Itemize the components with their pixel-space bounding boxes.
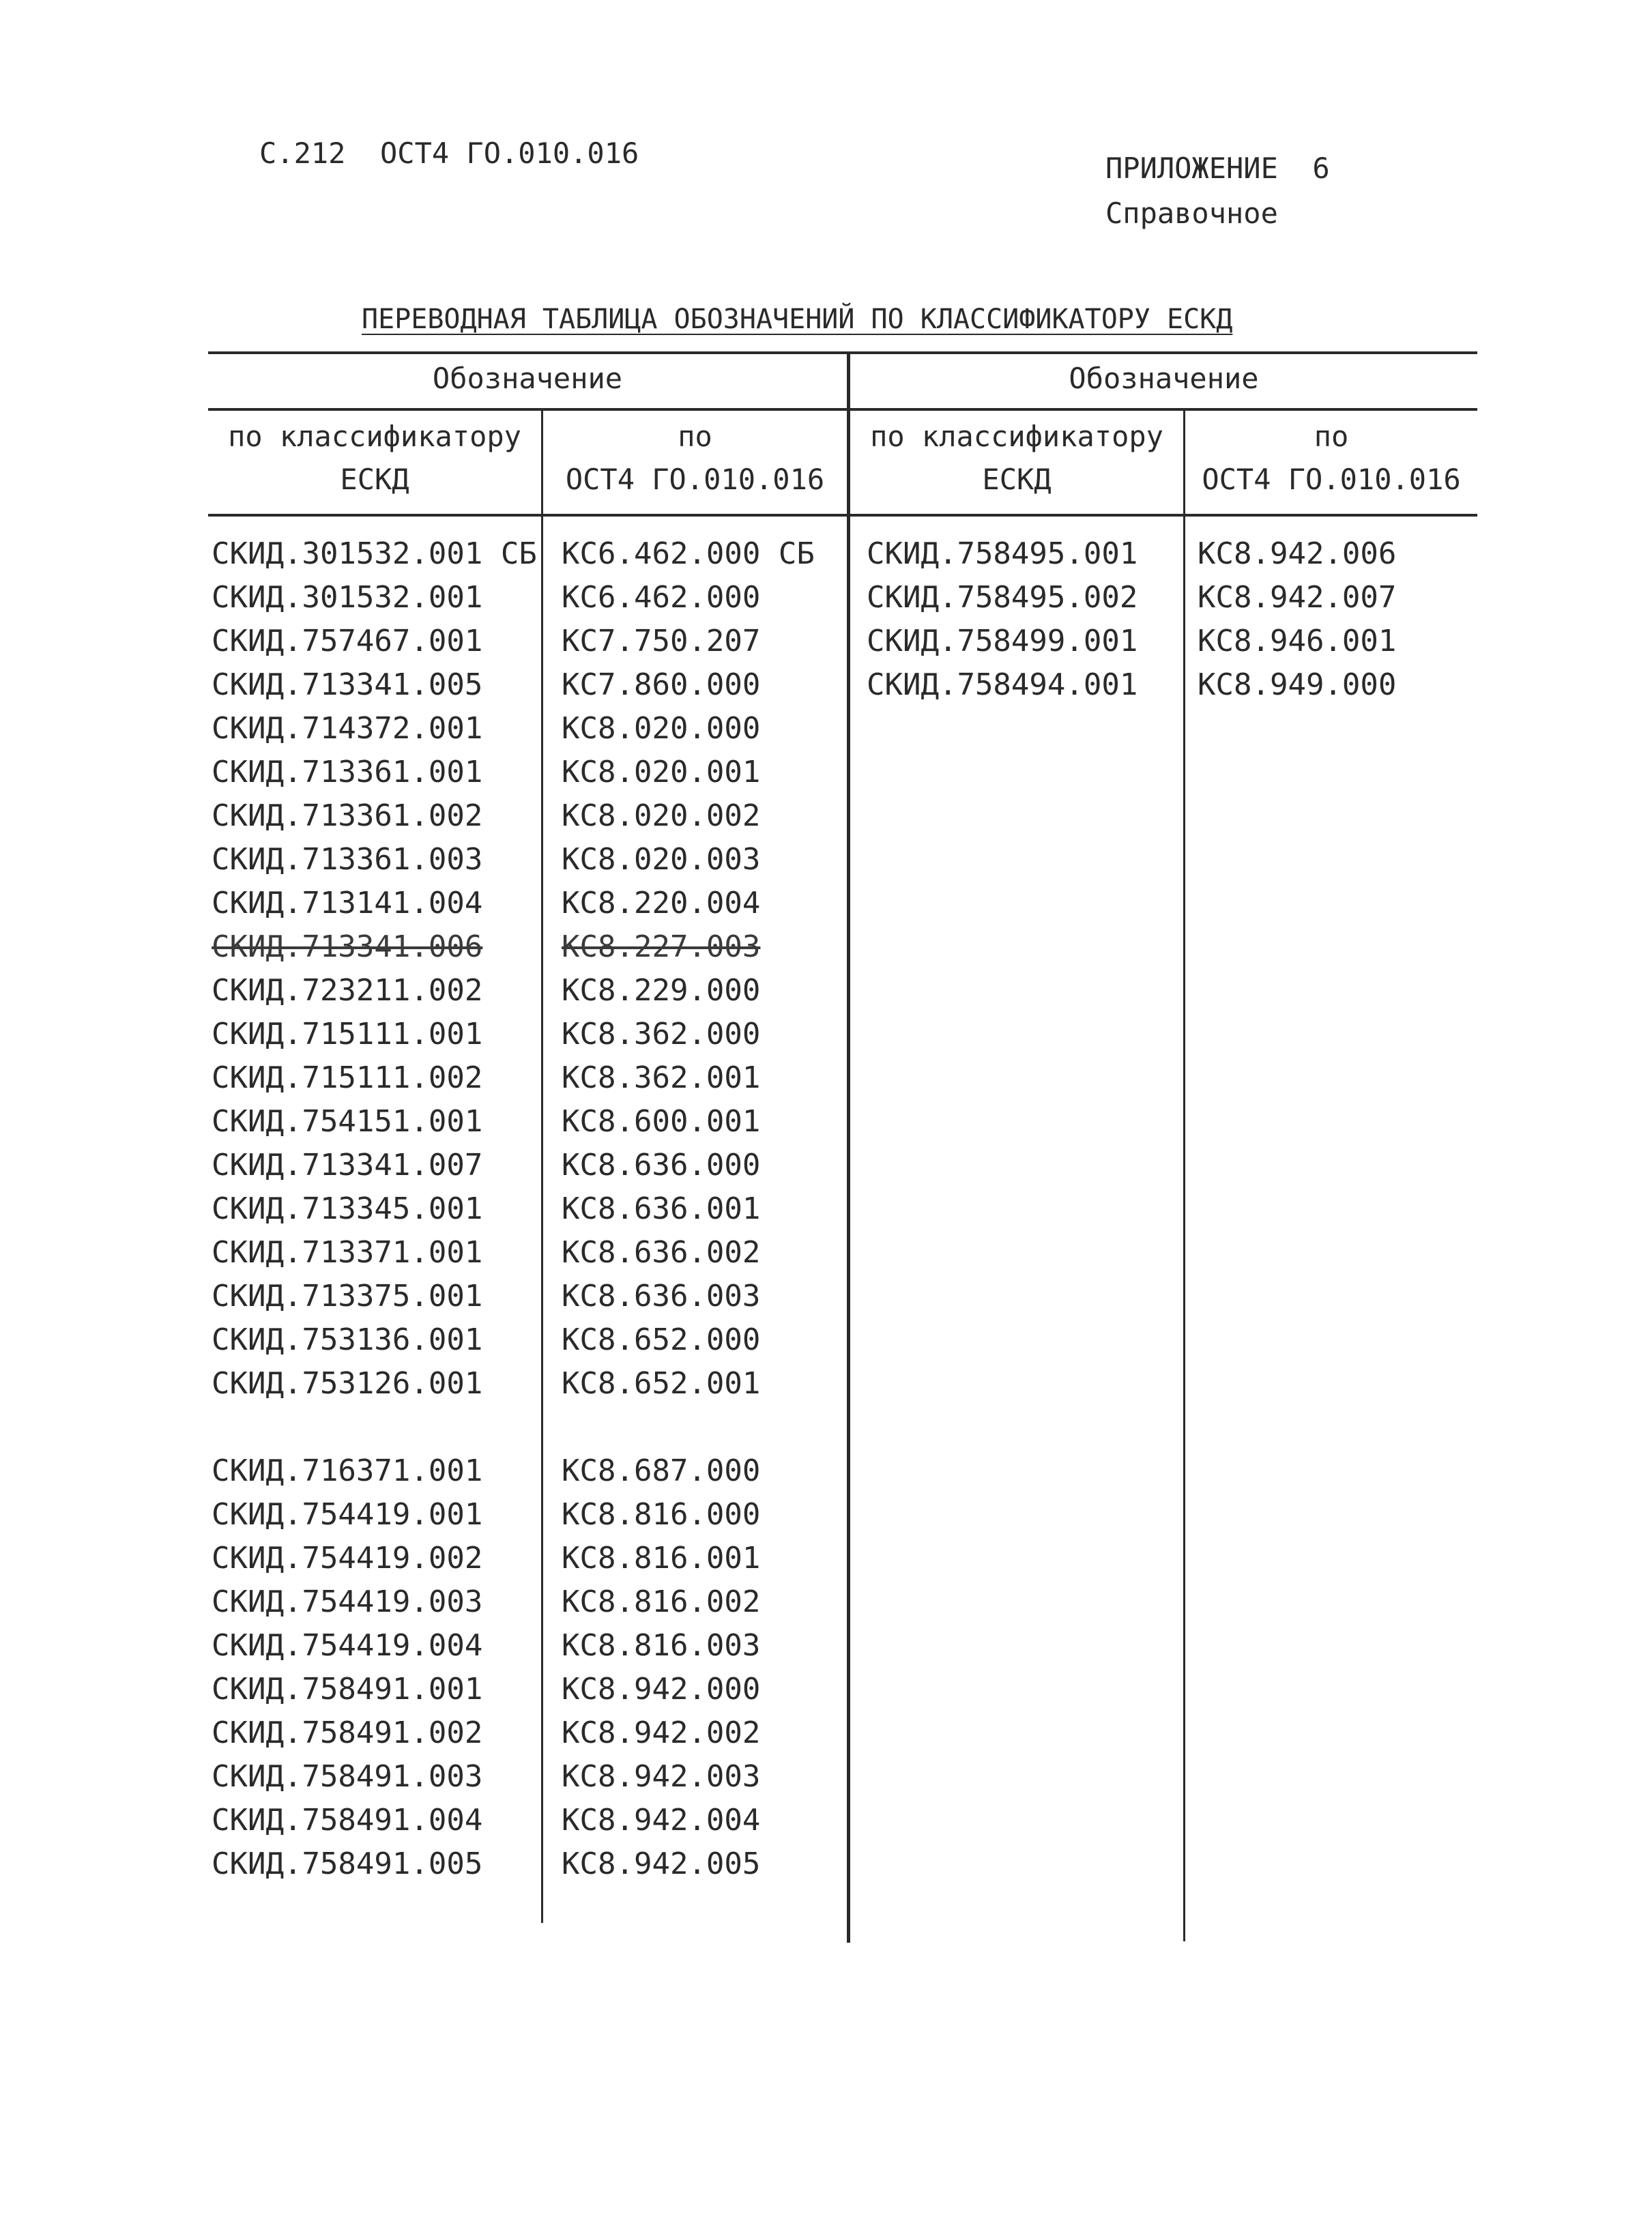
table-cell-eskd: СКИД.758495.001 xyxy=(867,536,1138,571)
table-cell-ost: КС8.220.004 xyxy=(562,886,761,921)
table-cell-ost: КС8.942.002 xyxy=(562,1715,761,1750)
col-header-eskd-right-2: ЕСКД xyxy=(982,463,1052,496)
col-header-eskd-right-1: по классификатору xyxy=(870,420,1163,453)
table-cell-eskd: СКИД.713361.002 xyxy=(212,798,483,833)
table-cell-eskd: СКИД.758491.004 xyxy=(212,1803,483,1838)
table-cell-ost: КС8.362.001 xyxy=(562,1060,761,1095)
table-cell-eskd: СКИД.758495.002 xyxy=(867,580,1138,615)
table-cell-eskd: СКИД.753126.001 xyxy=(212,1366,483,1401)
table-cell-eskd: СКИД.301532.001 СБ xyxy=(212,536,537,571)
table-cell-ost: КС8.636.003 xyxy=(562,1279,761,1314)
table-cell-eskd: СКИД.754419.002 xyxy=(212,1541,483,1576)
table-cell-ost: КС8.816.001 xyxy=(562,1541,761,1576)
column-right-ost xyxy=(1198,532,1474,707)
table-cell-ost: КС8.636.000 xyxy=(562,1148,761,1183)
table-cell-eskd: СКИД.758499.001 xyxy=(867,624,1138,658)
table-cell-eskd: СКИД.713345.001 xyxy=(212,1191,483,1226)
col-header-eskd-left-1: по классификатору xyxy=(228,420,521,453)
table-cell-eskd: СКИД.713375.001 xyxy=(212,1279,483,1314)
table-cell-ost: КС8.816.003 xyxy=(562,1628,761,1663)
table-cell-ost: КС7.860.000 xyxy=(562,667,761,702)
group-header-left: Обозначение xyxy=(432,362,623,395)
table-cell-eskd: СКИД.758491.001 xyxy=(212,1672,483,1707)
table-cell-ost: КС8.652.000 xyxy=(562,1322,761,1357)
table-cell-ost: КС8.600.001 xyxy=(562,1104,761,1139)
table-cell-ost: КС8.020.002 xyxy=(562,798,761,833)
table-cell-ost: КС8.636.001 xyxy=(562,1191,761,1226)
table-cell-eskd: СКИД.758491.005 xyxy=(212,1846,483,1881)
table-cell-eskd: СКИД.713341.006 xyxy=(212,929,483,964)
row-spacer xyxy=(562,1406,841,1449)
table-cell-eskd: СКИД.757467.001 xyxy=(212,624,483,658)
col-header-eskd-left-2: ЕСКД xyxy=(340,463,409,496)
row-spacer xyxy=(212,1406,539,1449)
table-cell-eskd: СКИД.754151.001 xyxy=(212,1104,483,1139)
appendix-label: ПРИЛОЖЕНИЕ 6 xyxy=(1105,151,1330,185)
table-cell-ost: КС8.227.003 xyxy=(562,929,761,964)
table-divider-left-inner xyxy=(541,409,543,1923)
table-cell-eskd: СКИД.713141.004 xyxy=(212,886,483,921)
table-top-rule xyxy=(208,351,1477,354)
table-cell-ost: КС8.942.003 xyxy=(562,1759,761,1794)
table-title: ПЕРЕВОДНАЯ ТАБЛИЦА ОБОЗНАЧЕНИЙ ПО КЛАССИФИКАТОРУ ЕСКД xyxy=(362,304,1233,335)
table-cell-eskd: СКИД.713361.003 xyxy=(212,842,483,877)
table-cell-eskd: СКИД.713361.001 xyxy=(212,755,483,789)
table-cell-eskd: СКИД.754419.003 xyxy=(212,1584,483,1619)
col-header-ost-right-1: по xyxy=(1314,420,1349,453)
table-header-rule xyxy=(208,514,1477,517)
table-cell-ost: КС8.362.000 xyxy=(562,1017,761,1052)
table-cell-ost: КС8.652.001 xyxy=(562,1366,761,1401)
column-right-eskd xyxy=(867,532,1180,707)
column-left-ost xyxy=(562,532,841,1886)
table-cell-eskd: СКИД.715111.001 xyxy=(212,1017,483,1052)
table-cell-ost: КС8.020.003 xyxy=(562,842,761,877)
table-cell-eskd: СКИД.713371.001 xyxy=(212,1235,483,1270)
table-cell-ost: КС8.687.000 xyxy=(562,1453,761,1488)
table-cell-ost: КС8.229.000 xyxy=(562,973,761,1008)
table-cell-ost: КС8.816.000 xyxy=(562,1497,761,1532)
col-header-ost-left-2: ОСТ4 ГО.010.016 xyxy=(565,463,825,496)
table-cell-ost: КС8.020.000 xyxy=(562,711,761,746)
table-cell-eskd: СКИД.758494.001 xyxy=(867,667,1138,702)
table-cell-eskd: СКИД.713341.005 xyxy=(212,667,483,702)
table-divider-right-inner xyxy=(1183,409,1185,1941)
table-cell-eskd: СКИД.758491.003 xyxy=(212,1759,483,1794)
table-cell-ost: КС8.020.001 xyxy=(562,755,761,789)
table-cell-eskd: СКИД.714372.001 xyxy=(212,711,483,746)
appendix-type: Справочное xyxy=(1105,197,1278,230)
table-cell-ost: КС8.942.005 xyxy=(562,1846,761,1881)
table-cell-eskd: СКИД.716371.001 xyxy=(212,1453,483,1488)
table-cell-ost: КС8.942.000 xyxy=(562,1672,761,1707)
group-header-right: Обозначение xyxy=(1069,362,1259,395)
table-cell-ost: КС8.942.007 xyxy=(1198,580,1397,615)
table-cell-ost: КС7.750.207 xyxy=(562,624,761,658)
col-header-ost-right-2: ОСТ4 ГО.010.016 xyxy=(1202,463,1461,496)
table-cell-ost: КС8.636.002 xyxy=(562,1235,761,1270)
table-cell-eskd: СКИД.753136.001 xyxy=(212,1322,483,1357)
table-cell-eskd: СКИД.715111.002 xyxy=(212,1060,483,1095)
column-left-eskd xyxy=(212,532,539,1886)
table-cell-ost: КС8.949.000 xyxy=(1198,667,1397,702)
table-cell-ost: КС8.942.006 xyxy=(1198,536,1397,571)
page-reference: С.212 ОСТ4 ГО.010.016 xyxy=(259,136,639,170)
table-cell-ost: КС6.462.000 СБ xyxy=(562,536,815,571)
table-cell-ost: КС8.946.001 xyxy=(1198,624,1397,658)
table-cell-ost: КС8.816.002 xyxy=(562,1584,761,1619)
col-header-ost-left-1: по xyxy=(678,420,712,453)
table-cell-eskd: СКИД.754419.001 xyxy=(212,1497,483,1532)
table-cell-ost: КС8.942.004 xyxy=(562,1803,761,1838)
table-cell-eskd: СКИД.758491.002 xyxy=(212,1715,483,1750)
table-cell-eskd: СКИД.713341.007 xyxy=(212,1148,483,1183)
table-cell-eskd: СКИД.301532.001 xyxy=(212,580,483,615)
table-group-rule xyxy=(208,408,1477,411)
table-divider-center xyxy=(847,353,850,1943)
table-cell-eskd: СКИД.754419.004 xyxy=(212,1628,483,1663)
table-cell-eskd: СКИД.723211.002 xyxy=(212,973,483,1008)
table-cell-ost: КС6.462.000 xyxy=(562,580,761,615)
